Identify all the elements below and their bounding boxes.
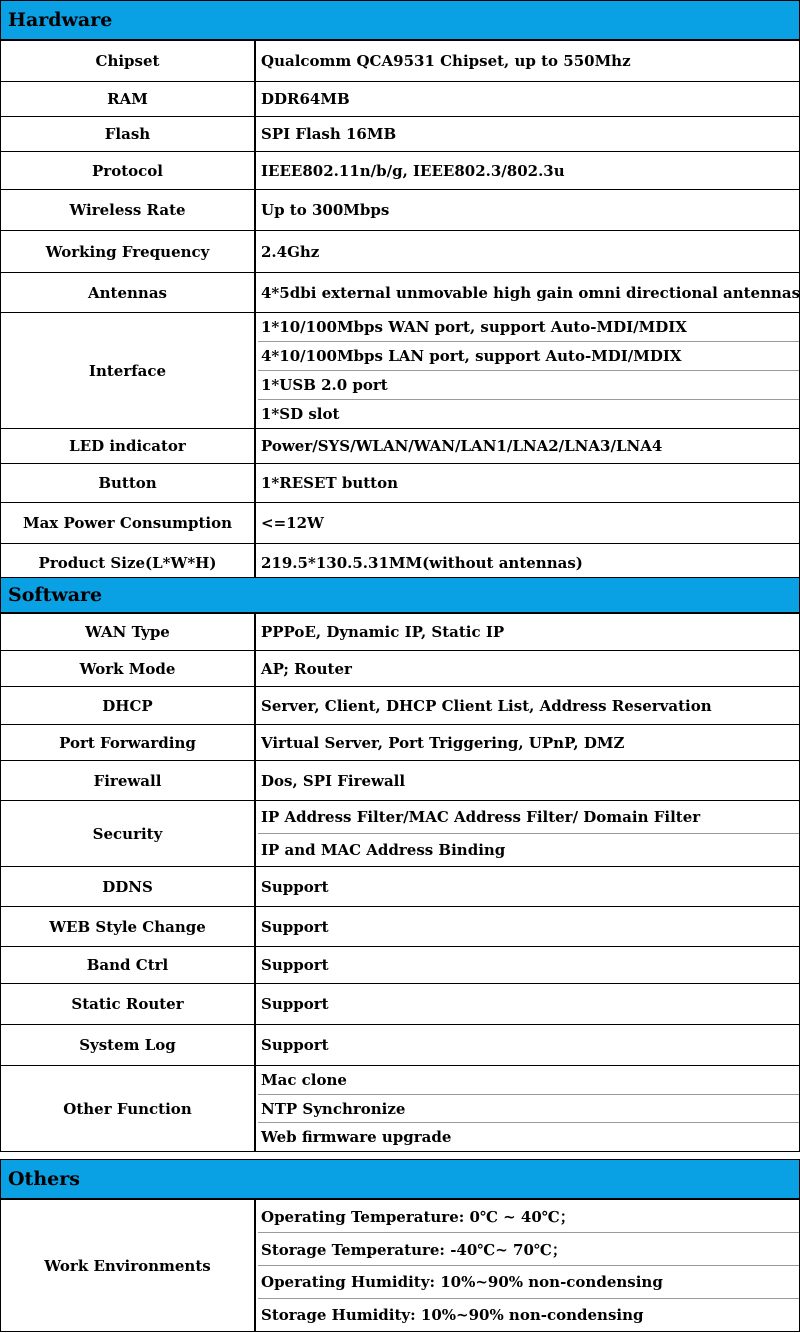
spec-row-firewall [0,761,800,801]
spec-values [258,907,799,946]
spec-values [258,152,799,189]
spec-label: Protocol [1,152,256,189]
spec-label: System Log [1,1025,256,1065]
spec-label: Button [1,464,256,502]
spec-row-antennas [0,273,800,313]
spec-row-port-forwarding [0,725,800,761]
spec-value: Operating Humidity: 10%~90% non-condensing [258,1266,799,1299]
spec-row-work-environments [0,1200,800,1332]
spec-row-ddns [0,867,800,907]
spec-value: DDR64MB [261,90,350,108]
spec-row-ram [0,82,800,117]
spec-value: Power/SYS/WLAN/WAN/LAN1/LNA2/LNA3/LNA4 [261,437,663,455]
spec-label: Flash [1,117,256,151]
spec-row-other-function [0,1066,800,1152]
spec-value: Support [261,995,329,1013]
spec-value: SPI Flash 16MB [261,125,397,143]
spec-value: <=12W [261,514,324,532]
spec-value: Support [261,956,329,974]
section-title: Software [8,584,103,606]
spec-values [258,313,799,428]
spec-value: 2.4Ghz [261,242,320,261]
spec-values [258,273,799,312]
spec-label: Max Power Consumption [1,503,256,543]
spec-value: IEEE802.11n/b/g, IEEE802.3/802.3u [261,161,565,180]
spec-label: WAN Type [1,614,256,650]
spec-value: 4*5dbi external unmovable high gain omni directional antennas [261,283,800,302]
spec-values [258,429,799,463]
spec-values [258,190,799,230]
spec-value: Up to 300Mbps [261,201,390,219]
spec-value: Web firmware upgrade [261,1128,452,1147]
spec-values [258,801,799,866]
section-title: Hardware [8,9,113,31]
spec-label: Work Mode [1,651,256,686]
spec-value: 1*SD slot [261,405,340,423]
spec-values [258,725,799,760]
spec-row-static-router [0,984,800,1025]
spec-value: Dos, SPI Firewall [261,771,406,790]
spec-value: 4*10/100Mbps LAN port, support Auto-MDI/MDIX [258,342,799,371]
spec-values [258,761,799,800]
spec-values [258,651,799,686]
spec-row-web-style-change [0,907,800,947]
spec-values [258,1200,799,1331]
spec-label: Work Environments [1,1200,256,1331]
spec-values [258,503,799,543]
spec-value: Support [261,877,329,896]
spec-value: Virtual Server, Port Triggering, UPnP, DMZ [261,733,625,752]
spec-values [258,614,799,650]
spec-value: PPPoE, Dynamic IP, Static IP [261,623,505,641]
spec-value: Support [261,917,329,936]
spec-values [258,1025,799,1065]
spec-label: Port Forwarding [1,725,256,760]
spec-value: Support [261,1036,329,1054]
spec-row-security [0,801,800,867]
spec-label: Working Frequency [1,231,256,272]
spec-row-wan-type [0,614,800,651]
spec-value: Mac clone [258,1066,799,1095]
spec-values [258,947,799,983]
spec-label: Security [1,801,256,866]
spec-values [258,687,799,724]
spec-value: Storage Humidity: 10%~90% non-condensing [261,1306,644,1324]
spec-value: Qualcomm QCA9531 Chipset, up to 550Mhz [261,52,631,70]
spec-row-work-mode [0,651,800,687]
spec-row-protocol [0,152,800,190]
spec-label: LED indicator [1,429,256,463]
spec-values [258,41,799,81]
spec-label: WEB Style Change [1,907,256,946]
section-header-software [0,577,800,614]
spec-value: Operating Temperature: 0℃ ~ 40℃； [258,1200,799,1233]
spec-label: Product Size(L*W*H) [1,544,256,582]
spec-label: Static Router [1,984,256,1024]
spec-value: 1*USB 2.0 port [258,371,799,400]
spec-row-led-indicator [0,429,800,464]
spec-row-band-ctrl [0,947,800,984]
spec-value: 219.5*130.5.31MM(without antennas) [261,554,583,572]
spec-label: RAM [1,82,256,116]
spec-label: Other Function [1,1066,256,1151]
section-header-hardware [0,0,800,41]
spec-label: DHCP [1,687,256,724]
spec-value: 1*RESET button [261,474,398,492]
spec-row-dhcp [0,687,800,725]
section-title: Others [8,1168,80,1190]
spec-values [258,984,799,1024]
spec-label: Antennas [1,273,256,312]
spec-label: Wireless Rate [1,190,256,230]
spec-value: IP Address Filter/MAC Address Filter/ Domain Filter [258,801,799,834]
spec-value: 1*10/100Mbps WAN port, support Auto-MDI/MDIX [258,313,799,342]
spec-row-system-log [0,1025,800,1066]
spec-values [258,867,799,906]
spec-row-button [0,464,800,503]
spec-label: Band Ctrl [1,947,256,983]
spec-values [258,231,799,272]
spec-value: AP; Router [261,659,352,678]
spec-row-interface [0,313,800,429]
spec-label: DDNS [1,867,256,906]
spec-row-working-frequency [0,231,800,273]
spec-value: Server, Client, DHCP Client List, Address Reservation [261,696,712,715]
section-header-others [0,1159,800,1200]
spec-values [258,117,799,151]
spec-row-chipset [0,41,800,82]
spec-value: IP and MAC Address Binding [261,841,506,859]
spec-label: Firewall [1,761,256,800]
spec-values [258,82,799,116]
spec-values [258,1066,799,1151]
spec-label: Interface [1,313,256,428]
spec-row-wireless-rate [0,190,800,231]
spec-label: Chipset [1,41,256,81]
spec-values [258,464,799,502]
spec-row-max-power-consumption [0,503,800,544]
spec-value: Storage Temperature: -40℃~ 70℃； [258,1233,799,1266]
spec-row-flash [0,117,800,152]
spec-value: NTP Synchronize [258,1095,799,1124]
